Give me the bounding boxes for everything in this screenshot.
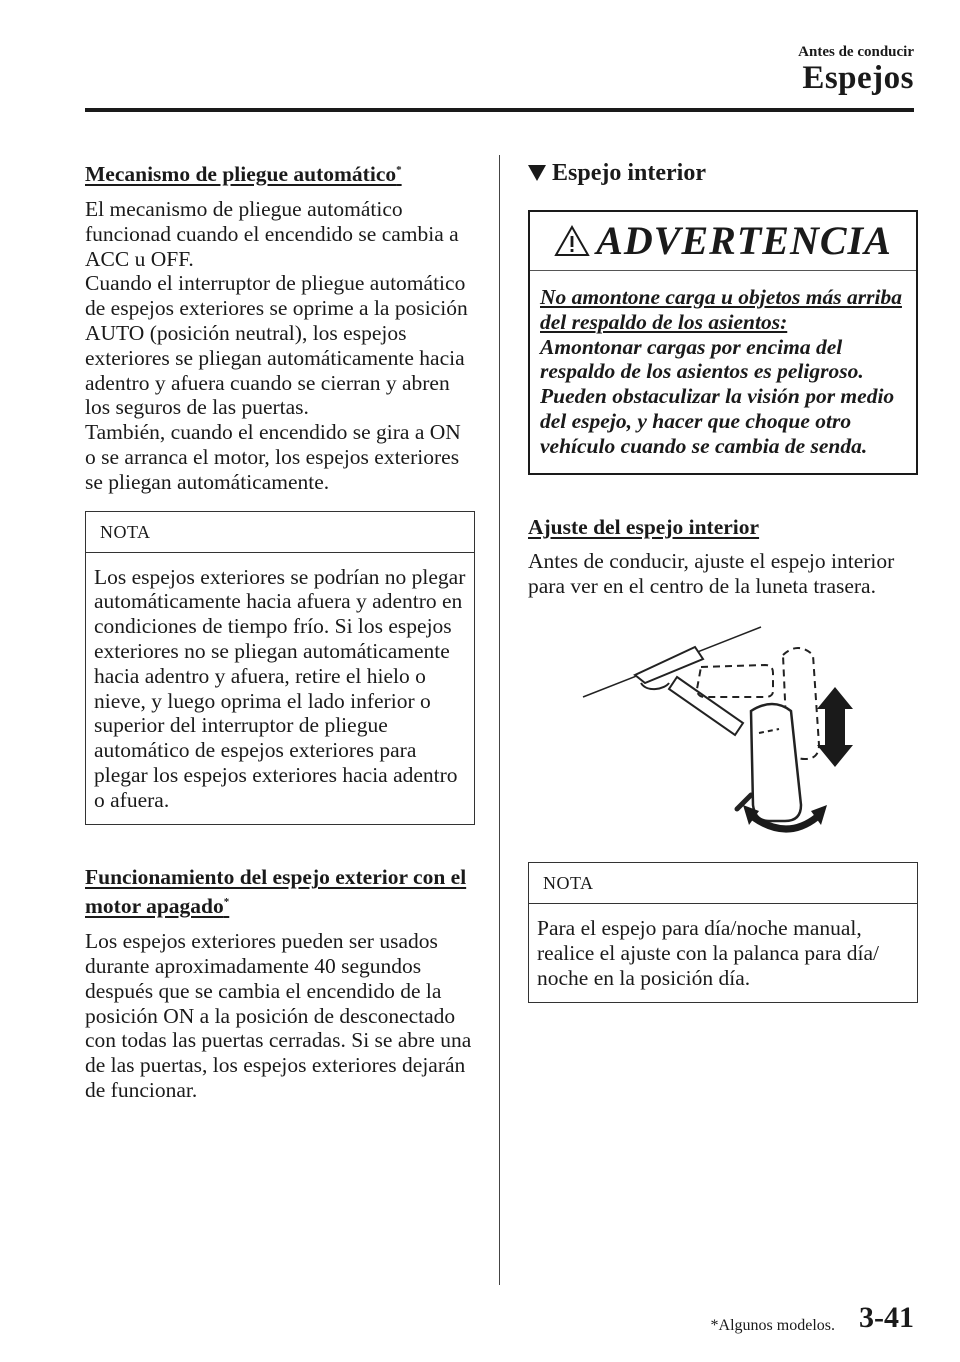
- warning-text: Amontonar cargas por encima del respaldo de los asientos es peligroso. Pueden obstaculizar la visión por medio del espejo, y hacer que choque otro vehículo cuando se cambia de senda.: [540, 334, 895, 458]
- footnote-star: *: [396, 164, 402, 176]
- warning-title: ADVERTENCIA: [596, 217, 892, 263]
- interior-mirror-heading: Espejo interior: [528, 158, 918, 188]
- footnote: *Algunos modelos.: [710, 1317, 835, 1334]
- warning-box: [528, 210, 918, 475]
- warning-lead: No amontone carga u objetos más arriba del respaldo de los asientos:: [540, 285, 902, 334]
- section-label: Antes de conducir: [798, 44, 914, 60]
- nota-title: NOTA: [529, 863, 917, 904]
- nota-text: Para el espejo para día/noche manual, realice el ajuste con la palanca para día/ noche en la posición día.: [537, 915, 880, 990]
- adjust-heading: Ajuste del espejo interior: [528, 514, 760, 539]
- page-number: 3-41: [859, 1301, 914, 1334]
- footnote-star: *: [223, 896, 230, 909]
- adjust-text: Antes de conducir, ajuste el espejo interior para ver en el centro de la luneta trasera.: [528, 549, 895, 599]
- column-divider: [499, 155, 500, 1285]
- auto-fold-paragraph-2: Cuando el interruptor de pliegue automático de espejos exteriores se oprime a la posición AUTO (posición neutral), los espejos exteriores se pliegan automáticamente hacia adentro y afuera cuando se cierran y abren los seguros de las puertas.: [85, 271, 468, 420]
- interior-mirror-illustration: [573, 625, 873, 840]
- auto-fold-paragraph-3: También, cuando el encendido se gira a ON o se arranca el motor, los espejos exteriores se pliegan automáticamente.: [85, 420, 461, 494]
- left-column: [85, 158, 475, 1103]
- right-column: [528, 158, 918, 1003]
- engine-off-text: Los espejos exteriores pueden ser usados durante aproximadamente 40 segundos después que se cambia el encendido de la posición ON a la posición de desconectado con todas las puertas cerradas. Si se abre una de las puertas, los espejos exteriores dejarán de funcionar.: [85, 929, 472, 1103]
- nota-text: Los espejos exteriores se podrían no plegar automáticamente hacia afuera y adentro en condiciones de tiempo frío. Si los espejos exteriores no se pliegan automáticamente hacia adentro y afuera, retire el hielo o nieve, y luego oprima el lado inferior o superior del interruptor de pliegue automático de espejos exteriores para plegar los espejos exteriores hacia adentro o afuera.: [94, 564, 466, 812]
- warning-header: [530, 212, 916, 271]
- auto-fold-heading: Mecanismo de pliegue automático*: [85, 162, 402, 187]
- nota-title: NOTA: [86, 512, 474, 553]
- top-rule: [85, 108, 914, 112]
- section-title: Espejos: [802, 60, 914, 96]
- triangle-down-icon: [528, 165, 546, 181]
- nota-box-exterior: [85, 511, 475, 826]
- engine-off-heading: Funcionamiento del espejo exterior con el motor apagado*: [85, 865, 467, 919]
- auto-fold-paragraph-1: El mecanismo de pliegue automático funcionad cuando el encendido se cambia a ACC u OFF.: [85, 196, 459, 271]
- warning-triangle-icon: [554, 225, 590, 257]
- warning-body: [530, 271, 916, 473]
- nota-box-interior: [528, 862, 918, 1003]
